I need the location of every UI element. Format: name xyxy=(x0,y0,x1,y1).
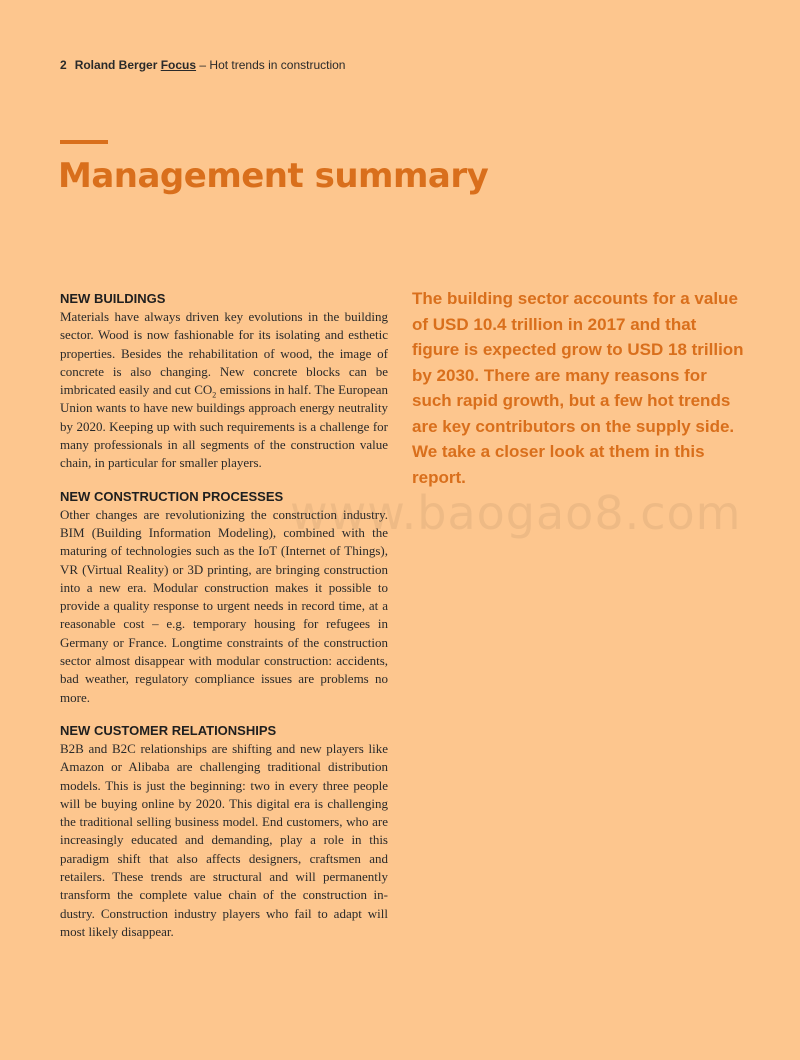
header-subtitle: – Hot trends in construction xyxy=(199,58,346,72)
summary-column xyxy=(60,291,388,957)
page-number: 2 xyxy=(60,58,67,72)
brand-name: Roland Berger xyxy=(74,58,158,72)
section-body-part: emissions in half. The European Union wants to have new buildings approach energy neutrality by 2020. Keeping up with such requirements is a challenge for many professionals in all segments of the construction value chain, in particular for smaller players. xyxy=(60,382,388,471)
section-new-buildings xyxy=(60,291,388,473)
section-body: Other changes are revolutionizing the construction industry. BIM (Building Information Modeling), combined with the maturing of technologies such as the IoT (Internet of Things), VR (Virtual Reality) or 3D printing, are bringing construction into a new era. Modular construction makes it possible to provide a quality response to urgent needs in record time, at a reasonable cost – e.g. temporary housing for refugees in Germany or France. Longtime constraints of the construction sector almost disappear with modular construction: accidents, bad weather, regulatory compliance issues are problems no more. xyxy=(60,506,388,705)
section-body xyxy=(60,308,388,473)
section-heading: NEW CUSTOMER RELATIONSHIPS xyxy=(60,722,277,738)
series-name: Focus xyxy=(160,58,197,72)
section-body-part: Materials have always driven key evolutions in the building sector. Wood is now fashionable for its isolating and esthetic properties. Besides the rehabilitation of wood, the image of concrete is also changing. New concrete blocks can be imbricated easily and cut CO xyxy=(60,309,388,398)
pull-quote: The building sector accounts for a value of USD 10.4 trillion in 2017 and that figure is expected grow to USD 18 trillion by 2030. There are many reasons for such rapid growth, but a few hot trends are key contributors on the supply side. We take a closer look at them in this report. xyxy=(412,289,744,487)
page-title: Management summary xyxy=(58,156,489,196)
section-heading: NEW BUILDINGS xyxy=(60,291,166,306)
running-header xyxy=(60,58,345,72)
section-body: B2B and B2C relationships are shifting and new players like Amazon or Alibaba are challenging traditional distribution models. This is just the beginning: two in every three people will be buying online by 2020. This digital era is challenging the traditional selling business model. End customers, who are increasingly educated and demanding, play a role in this paradigm shift that also affects designers, craftsmen and retailers. These trends are structural and will permanently transform the complete value chain of the construction industry. Construction industry players who fail to adapt will most likely disappear. xyxy=(60,740,388,939)
section-new-customer-relationships xyxy=(60,723,388,941)
title-accent-bar xyxy=(60,140,108,144)
section-heading: NEW CONSTRUCTION PROCESSES xyxy=(60,488,284,504)
watermark: www.baogao8.com xyxy=(290,486,742,540)
co2-subscript: 2 xyxy=(212,390,217,400)
